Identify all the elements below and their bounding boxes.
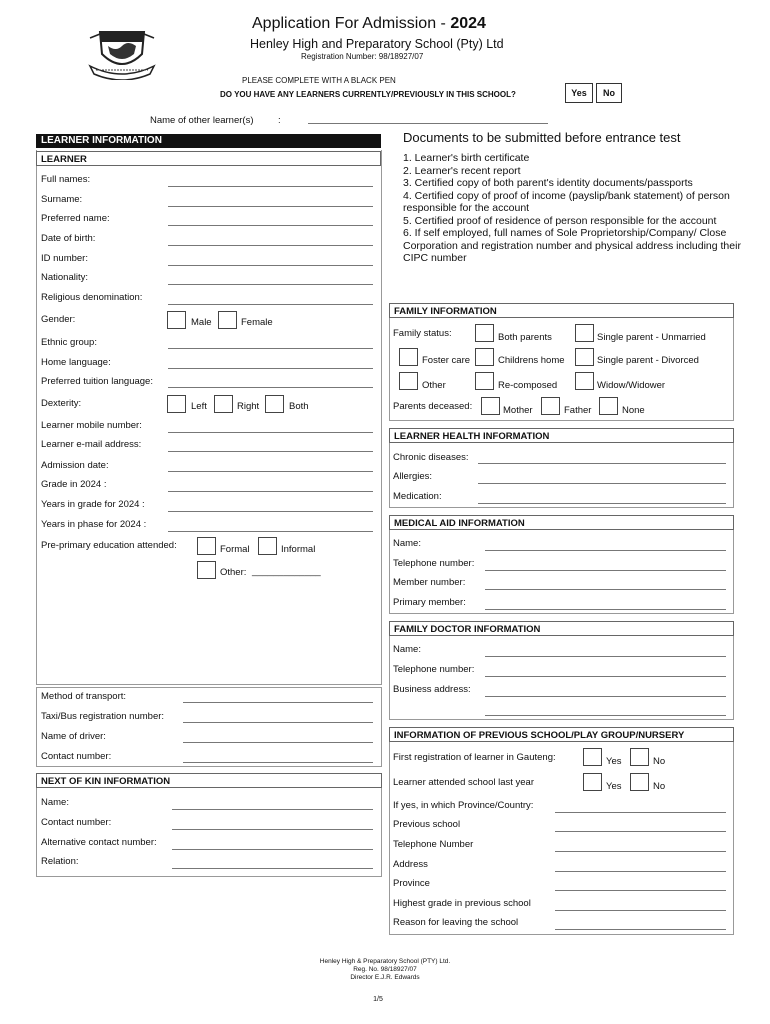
preprimary-other-blank[interactable]: _____________ bbox=[252, 566, 321, 577]
kin-alt-contact-label: Alternative contact number: bbox=[41, 837, 157, 848]
dexterity-both-label: Both bbox=[289, 401, 309, 412]
registration-number: Registration Number: 98/18927/07 bbox=[301, 52, 424, 61]
childrens-home-checkbox[interactable] bbox=[475, 348, 494, 366]
dexterity-both-checkbox[interactable] bbox=[265, 395, 284, 413]
documents-title: Documents to be submitted before entrance test bbox=[403, 130, 681, 145]
religion-label: Religious denomination: bbox=[41, 292, 143, 303]
doctor-name-label: Name: bbox=[393, 644, 421, 655]
family-status-label: Family status: bbox=[393, 328, 452, 339]
province-country-input[interactable] bbox=[555, 812, 726, 813]
mobile-label: Learner mobile number: bbox=[41, 420, 142, 431]
attended-yes-label: Yes bbox=[606, 781, 622, 792]
mobile-input[interactable] bbox=[168, 432, 373, 433]
transport-reg-label: Taxi/Bus registration number: bbox=[41, 711, 165, 722]
kin-header: NEXT OF KIN INFORMATION bbox=[36, 773, 382, 788]
kin-relation-input[interactable] bbox=[172, 868, 373, 869]
nationality-input[interactable] bbox=[168, 284, 373, 285]
previous-school-header: INFORMATION OF PREVIOUS SCHOOL/PLAY GROUP/NURSERY bbox=[389, 727, 734, 742]
widow-label: Widow/Widower bbox=[597, 380, 666, 391]
existing-learners-yes-button[interactable]: Yes bbox=[565, 83, 593, 103]
full-names-input[interactable] bbox=[168, 186, 373, 187]
single-divorced-checkbox[interactable] bbox=[575, 348, 594, 366]
transport-method-label: Method of transport: bbox=[41, 691, 127, 702]
document-item: 1. Learner's birth certificate bbox=[403, 152, 530, 164]
first-reg-label: First registration of learner in Gauteng: bbox=[393, 752, 556, 763]
attended-label: Learner attended school last year bbox=[393, 777, 535, 788]
allergies-input[interactable] bbox=[478, 483, 726, 484]
learner-info-header: LEARNER INFORMATION bbox=[36, 134, 381, 148]
both-parents-label: Both parents bbox=[498, 332, 552, 343]
primary-member-input[interactable] bbox=[485, 609, 726, 610]
kin-contact-label: Contact number: bbox=[41, 817, 112, 828]
first-reg-no-label: No bbox=[653, 756, 666, 767]
document-item: 3. Certified copy of both parent's identity documents/passports bbox=[403, 177, 693, 189]
recomposed-label: Re-composed bbox=[498, 380, 558, 391]
dexterity-right-checkbox[interactable] bbox=[214, 395, 233, 413]
allergies-label: Allergies: bbox=[393, 471, 433, 482]
both-parents-checkbox[interactable] bbox=[475, 324, 494, 342]
grade-label: Grade in 2024 : bbox=[41, 479, 107, 490]
deceased-none-label: None bbox=[622, 405, 645, 416]
footer bbox=[0, 958, 770, 982]
preprimary-other-checkbox[interactable] bbox=[197, 561, 216, 579]
deceased-father-label: Father bbox=[564, 405, 592, 416]
dexterity-left-label: Left bbox=[191, 401, 207, 412]
footer-company: Henley High & Preparatory School (PTY) Ltd. bbox=[319, 958, 451, 965]
instruction-text: PLEASE COMPLETE WITH A BLACK PEN bbox=[242, 76, 396, 85]
medical-name-label: Name: bbox=[393, 538, 421, 549]
dexterity-right-label: Right bbox=[237, 401, 260, 412]
admission-date-label: Admission date: bbox=[41, 460, 109, 471]
learner-subheader: LEARNER bbox=[36, 151, 381, 166]
doctor-telephone-label: Telephone number: bbox=[393, 664, 475, 675]
preprimary-informal-checkbox[interactable] bbox=[258, 537, 277, 555]
deceased-none-checkbox[interactable] bbox=[599, 397, 618, 415]
school-address-input[interactable] bbox=[555, 871, 726, 872]
deceased-mother-checkbox[interactable] bbox=[481, 397, 500, 415]
family-other-label: Other bbox=[422, 380, 446, 391]
attended-no-label: No bbox=[653, 781, 666, 792]
email-label: Learner e-mail address: bbox=[41, 439, 142, 450]
document-item: 6. If self employed, full names of Sole Proprietorship/Company/ Close Corporation and registration number and physical address including their CIPC number bbox=[403, 227, 741, 264]
family-header: FAMILY INFORMATION bbox=[389, 303, 734, 318]
school-province-label: Province bbox=[393, 878, 430, 889]
transport-contact-input[interactable] bbox=[183, 762, 373, 763]
medical-aid-header: MEDICAL AID INFORMATION bbox=[389, 515, 734, 530]
home-language-label: Home language: bbox=[41, 357, 111, 368]
previous-school-input[interactable] bbox=[555, 831, 726, 832]
attended-no-checkbox[interactable] bbox=[630, 773, 649, 791]
first-reg-yes-label: Yes bbox=[606, 756, 622, 767]
previous-school-label: Previous school bbox=[393, 819, 461, 830]
kin-name-label: Name: bbox=[41, 797, 69, 808]
attended-yes-checkbox[interactable] bbox=[583, 773, 602, 791]
other-learners-input[interactable] bbox=[308, 123, 548, 124]
ethnic-input[interactable] bbox=[168, 348, 373, 349]
school-name: Henley High and Preparatory School (Pty) Ltd bbox=[250, 37, 504, 51]
document-item: 4. Certified copy of proof of income (payslip/bank statement) of person responsible for the account bbox=[403, 189, 730, 214]
dexterity-label: Dexterity: bbox=[41, 398, 82, 409]
surname-label: Surname: bbox=[41, 194, 83, 205]
dob-input[interactable] bbox=[168, 245, 373, 246]
footer-director: Director E.J.R. Edwards bbox=[350, 974, 420, 981]
page-title bbox=[252, 15, 486, 33]
widow-checkbox[interactable] bbox=[575, 372, 594, 390]
title-text: Application For Admission - bbox=[252, 15, 446, 32]
driver-input[interactable] bbox=[183, 742, 373, 743]
parents-deceased-label: Parents deceased: bbox=[393, 401, 473, 412]
page-number: 1/5 bbox=[373, 996, 383, 1003]
tuition-language-input[interactable] bbox=[168, 387, 373, 388]
childrens-home-label: Childrens home bbox=[498, 355, 565, 366]
preprimary-label: Pre-primary education attended: bbox=[41, 540, 177, 551]
preprimary-formal-checkbox[interactable] bbox=[197, 537, 216, 555]
medication-label: Medication: bbox=[393, 491, 442, 502]
highest-grade-label: Highest grade in previous school bbox=[393, 898, 531, 909]
single-unmarried-checkbox[interactable] bbox=[575, 324, 594, 342]
kin-contact-input[interactable] bbox=[172, 829, 373, 830]
gender-label: Gender: bbox=[41, 314, 76, 325]
home-language-input[interactable] bbox=[168, 368, 373, 369]
medical-name-input[interactable] bbox=[485, 550, 726, 551]
dexterity-left-checkbox[interactable] bbox=[167, 395, 186, 413]
years-phase-label: Years in phase for 2024 : bbox=[41, 519, 147, 530]
medication-input[interactable] bbox=[478, 503, 726, 504]
primary-member-label: Primary member: bbox=[393, 597, 466, 608]
years-phase-input[interactable] bbox=[168, 531, 373, 532]
doctor-telephone-input[interactable] bbox=[485, 676, 726, 677]
document-item: 5. Certified proof of residence of person responsible for the account bbox=[403, 214, 717, 227]
gender-female-label: Female bbox=[241, 317, 273, 328]
reason-leaving-label: Reason for leaving the school bbox=[393, 917, 519, 928]
learner-info-section bbox=[36, 150, 382, 685]
nationality-label: Nationality: bbox=[41, 272, 88, 283]
school-telephone-label: Telephone Number bbox=[393, 839, 474, 850]
preprimary-formal-label: Formal bbox=[220, 544, 250, 555]
documents-list bbox=[403, 152, 758, 265]
first-reg-yes-checkbox[interactable] bbox=[583, 748, 602, 766]
ethnic-label: Ethnic group: bbox=[41, 337, 97, 348]
existing-learners-question: DO YOU HAVE ANY LEARNERS CURRENTLY/PREVIOUSLY IN THIS SCHOOL? bbox=[220, 90, 516, 99]
recomposed-checkbox[interactable] bbox=[475, 372, 494, 390]
doctor-address-label: Business address: bbox=[393, 684, 471, 695]
transport-reg-input[interactable] bbox=[183, 722, 373, 723]
chronic-label: Chronic diseases: bbox=[393, 452, 469, 463]
transport-contact-label: Contact number: bbox=[41, 751, 112, 762]
id-number-input[interactable] bbox=[168, 265, 373, 266]
email-input[interactable] bbox=[168, 451, 373, 452]
grade-input[interactable] bbox=[168, 491, 373, 492]
medical-telephone-input[interactable] bbox=[485, 570, 726, 571]
tuition-language-label: Preferred tuition language: bbox=[41, 376, 153, 387]
school-telephone-input[interactable] bbox=[555, 851, 726, 852]
footer-registration: Reg. No. 98/18927/07 bbox=[353, 966, 417, 973]
kin-name-input[interactable] bbox=[172, 809, 373, 810]
doctor-header: FAMILY DOCTOR INFORMATION bbox=[389, 621, 734, 636]
deceased-mother-label: Mother bbox=[503, 405, 533, 416]
other-learners-label: Name of other learner(s) bbox=[150, 115, 254, 126]
kin-alt-contact-input[interactable] bbox=[172, 849, 373, 850]
doctor-address-input-2[interactable] bbox=[485, 715, 726, 716]
preprimary-other-label: Other: bbox=[220, 567, 247, 578]
medical-telephone-label: Telephone number: bbox=[393, 558, 475, 569]
document-item: 2. Learner's recent report bbox=[403, 164, 521, 177]
member-number-input[interactable] bbox=[485, 589, 726, 590]
title-year: 2024 bbox=[450, 15, 486, 32]
driver-label: Name of driver: bbox=[41, 731, 106, 742]
family-other-checkbox[interactable] bbox=[399, 372, 418, 390]
health-header: LEARNER HEALTH INFORMATION bbox=[389, 428, 734, 443]
preferred-name-input[interactable] bbox=[168, 225, 373, 226]
doctor-address-input[interactable] bbox=[485, 696, 726, 697]
first-reg-no-checkbox[interactable] bbox=[630, 748, 649, 766]
gender-female-checkbox[interactable] bbox=[218, 311, 237, 329]
foster-care-label: Foster care bbox=[422, 355, 471, 366]
admission-date-input[interactable] bbox=[168, 471, 373, 472]
years-grade-label: Years in grade for 2024 : bbox=[41, 499, 145, 510]
deceased-father-checkbox[interactable] bbox=[541, 397, 560, 415]
existing-learners-no-button[interactable]: No bbox=[596, 83, 622, 103]
full-names-label: Full names: bbox=[41, 174, 91, 185]
dob-label: Date of birth: bbox=[41, 233, 96, 244]
kin-relation-label: Relation: bbox=[41, 856, 79, 867]
surname-input[interactable] bbox=[168, 206, 373, 207]
doctor-name-input[interactable] bbox=[485, 656, 726, 657]
preferred-name-label: Preferred name: bbox=[41, 213, 110, 224]
years-grade-input[interactable] bbox=[168, 511, 373, 512]
single-divorced-label: Single parent - Divorced bbox=[597, 355, 699, 366]
school-province-input[interactable] bbox=[555, 890, 726, 891]
religion-input[interactable] bbox=[168, 304, 373, 305]
highest-grade-input[interactable] bbox=[555, 910, 726, 911]
transport-method-input[interactable] bbox=[183, 702, 373, 703]
chronic-input[interactable] bbox=[478, 463, 726, 464]
id-number-label: ID number: bbox=[41, 253, 88, 264]
gender-male-label: Male bbox=[191, 317, 212, 328]
other-learners-colon: : bbox=[278, 115, 281, 126]
gender-male-checkbox[interactable] bbox=[167, 311, 186, 329]
preprimary-informal-label: Informal bbox=[281, 544, 316, 555]
member-number-label: Member number: bbox=[393, 577, 466, 588]
school-crest-logo bbox=[86, 24, 158, 80]
school-address-label: Address bbox=[393, 859, 428, 870]
single-unmarried-label: Single parent - Unmarried bbox=[597, 332, 706, 343]
foster-care-checkbox[interactable] bbox=[399, 348, 418, 366]
reason-leaving-input[interactable] bbox=[555, 929, 726, 930]
province-country-label: If yes, in which Province/Country: bbox=[393, 800, 534, 811]
